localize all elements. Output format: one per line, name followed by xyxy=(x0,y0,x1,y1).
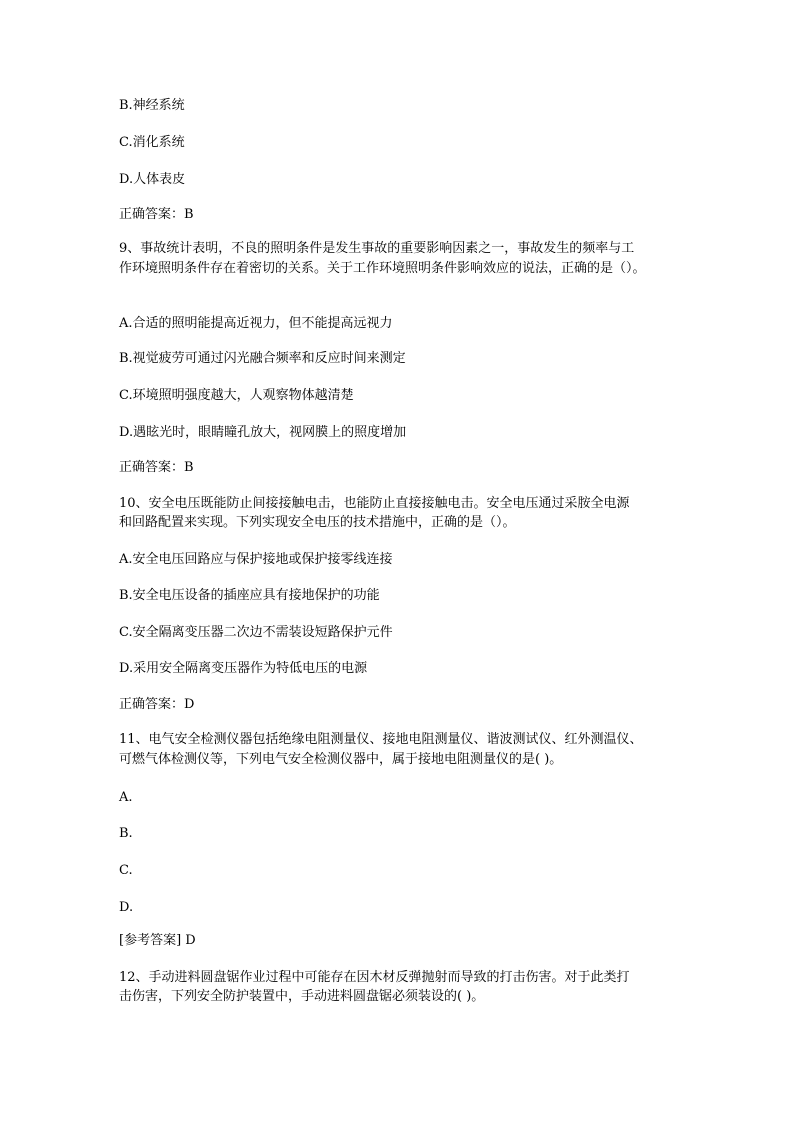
q9-stem-line2: 作环境照明条件存在着密切的关系。关于工作环境照明条件影响效应的说法，正确的是（）。 xyxy=(119,261,646,276)
q9-stem-line1: 9、事故统计表明，不良的照明条件是发生事故的重要影响因素之一，事故发生的频率与工 xyxy=(119,241,635,256)
q11-option-a: A. xyxy=(119,790,133,805)
q8-option-c: C.消化系统 xyxy=(119,135,185,150)
q10-answer: 正确答案：D xyxy=(119,697,195,712)
q10-option-d: D.采用安全隔离变压器作为特低电压的电源 xyxy=(119,661,368,676)
q10-option-c: C.安全隔离变压器二次边不需装设短路保护元件 xyxy=(119,625,393,640)
q11-option-d: D. xyxy=(119,900,134,915)
q9-option-b: B.视觉疲劳可通过闪光融合频率和反应时间来测定 xyxy=(119,351,406,366)
q11-stem-line1: 11、电气安全检测仪器包括绝缘电阻测量仪、接地电阻测量仪、谐波测试仪、红外测温仪、 xyxy=(119,732,643,747)
q11-option-b: B. xyxy=(119,826,133,841)
q9-answer: 正确答案：B xyxy=(119,460,194,475)
q11-answer: [参考答案] D xyxy=(119,933,196,948)
q12-stem-line1: 12、手动进料圆盘锯作业过程中可能存在因木材反弹抛射而导致的打击伤害。对于此类打 xyxy=(119,970,630,985)
q10-stem-line2: 和回路配置来实现。下列实现安全电压的技术措施中，正确的是（）。 xyxy=(119,515,516,530)
q9-option-c: C.环境照明强度越大，人观察物体越清楚 xyxy=(119,388,354,403)
q11-option-c: C. xyxy=(119,863,133,878)
q9-option-d: D.遇眩光时，眼睛瞳孔放大，视网膜上的照度增加 xyxy=(119,425,407,440)
q12-stem-line2: 击伤害，下列安全防护装置中，手动进料圆盘锯必须装设的( )。 xyxy=(119,989,485,1004)
q11-stem-line2: 可燃气体检测仪等，下列电气安全检测仪器中，属于接地电阻测量仪的是( )。 xyxy=(119,752,563,767)
q10-option-a: A.安全电压回路应与保护接地或保护接零线连接 xyxy=(119,552,393,567)
q8-option-d: D.人体表皮 xyxy=(119,172,186,187)
q10-stem-line1: 10、安全电压既能防止间接接触电击，也能防止直接接触电击。安全电压通过采胺全电源 xyxy=(119,496,630,511)
q8-answer: 正确答案：B xyxy=(119,207,194,222)
q10-option-b: B.安全电压设备的插座应具有接地保护的功能 xyxy=(119,588,380,603)
q8-option-b: B.神经系统 xyxy=(119,98,185,113)
q9-option-a: A.合适的照明能提高近视力，但不能提高远视力 xyxy=(119,316,393,331)
